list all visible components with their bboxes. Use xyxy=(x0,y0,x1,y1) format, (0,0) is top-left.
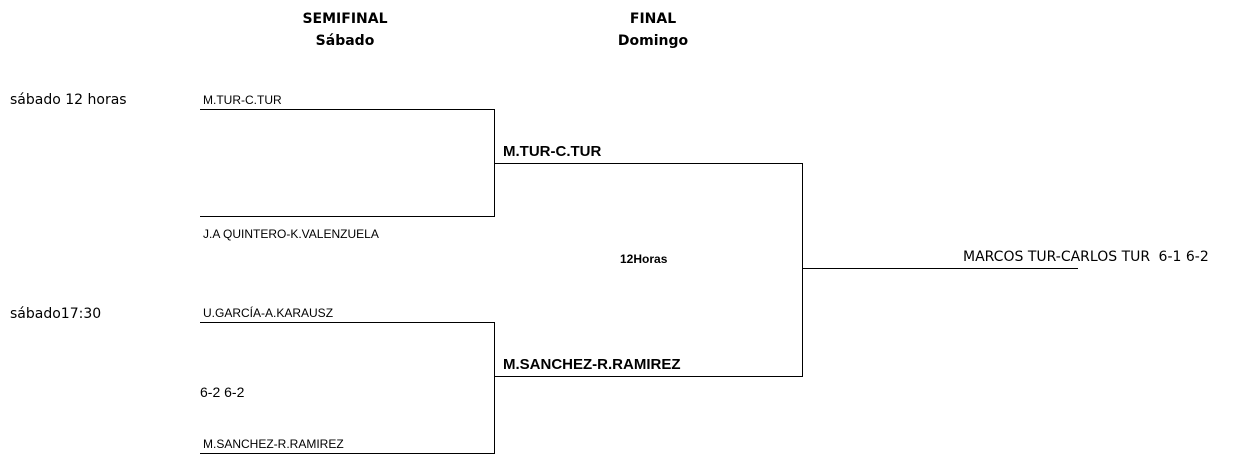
semifinal2-team-a-line xyxy=(200,322,494,323)
champion-label xyxy=(963,249,1209,265)
champion-line xyxy=(802,268,1078,269)
semifinal-title: SEMIFINAL xyxy=(302,11,388,27)
final-team-a-line xyxy=(494,163,802,164)
semifinal1-team-a: M.TUR-C.TUR xyxy=(203,93,282,107)
semifinal2-time: sábado17:30 xyxy=(10,306,102,322)
champion-score: 6-1 6-2 xyxy=(1158,249,1209,265)
semifinal2-bracket-connector xyxy=(494,322,495,454)
final-team-b-line xyxy=(494,376,802,377)
semifinal2-score: 6-2 6-2 xyxy=(200,384,245,400)
semifinal2-team-b-line xyxy=(200,453,494,454)
semifinal-header xyxy=(270,8,420,52)
semifinal1-team-b-line xyxy=(200,216,494,217)
semifinal1-team-a-line xyxy=(200,109,494,110)
final-header xyxy=(578,8,728,52)
final-title: FINAL xyxy=(629,11,677,27)
final-bracket-connector xyxy=(802,163,803,377)
semifinal1-team-b: J.A QUINTERO-K.VALENZUELA xyxy=(203,227,379,241)
final-team-b: M.SANCHEZ-R.RAMIREZ xyxy=(503,356,681,373)
final-day: Domingo xyxy=(617,33,689,49)
final-team-a: M.TUR-C.TUR xyxy=(503,143,602,160)
semifinal1-time: sábado 12 horas xyxy=(10,92,127,108)
semifinal2-team-a: U.GARCÍA-A.KARAUSZ xyxy=(203,306,334,320)
champion-team: MARCOS TUR-CARLOS TUR xyxy=(963,249,1151,265)
semifinal-day: Sábado xyxy=(315,33,375,49)
semifinal2-team-b: M.SANCHEZ-R.RAMIREZ xyxy=(203,437,344,451)
final-time: 12Horas xyxy=(620,252,668,266)
